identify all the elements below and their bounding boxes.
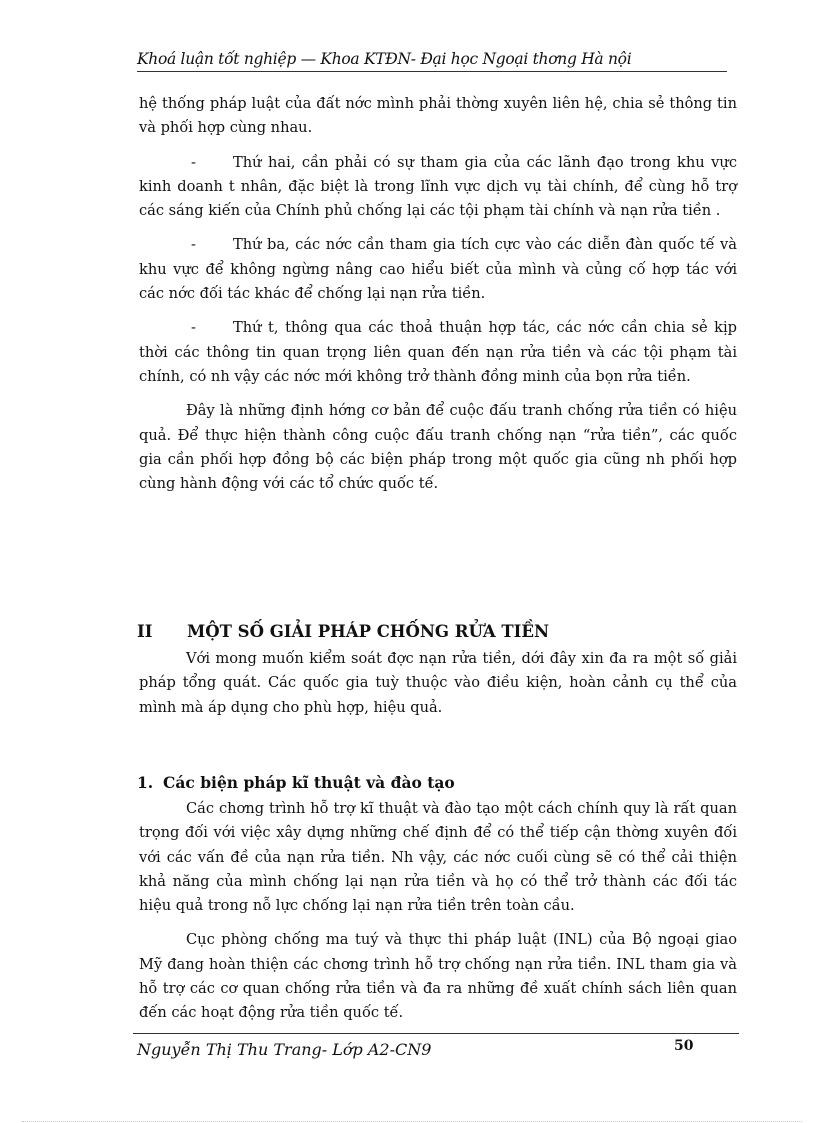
header-rule xyxy=(137,71,727,72)
paragraph-intro: hệ thống pháp luật của đất nớc mình phải thờng xuyên liên hệ, chia sẻ thông tin và phối hợp cùng nhau. xyxy=(139,95,737,137)
subsection-heading xyxy=(137,773,455,792)
section-body xyxy=(139,647,737,720)
paragraph: Cục phòng chống ma tuý và thực thi pháp luật (INL) của Bộ ngoại giao Mỹ đang hoàn thiện các chơng trình hỗ trợ chống nạn rửa tiền. INL tham gia và hỗ trợ các cơ quan chống rửa tiền và đa ra những đề xuất chính sách liên quan đến các hoạt động rửa tiền quốc tế. xyxy=(139,931,737,1022)
list-item xyxy=(139,233,737,306)
list-item-text: Thứ hai, cần phải có sự tham gia của các lãnh đạo trong khu vực kinh doanh t nhân, đặc biệt là trong lĩnh vực dịch vụ tài chính, để cùng hỗ trợ các sáng kiến của Chính phủ chống lại các tội phạm tài chính và nạn rửa tiền . xyxy=(139,153,737,220)
running-header: Khoá luận tốt nghiệp — Khoa KTĐN- Đại học Ngoại thơng Hà nội xyxy=(137,50,632,68)
subsection-title: Các biện pháp kĩ thuật và đào tạo xyxy=(163,773,455,792)
paragraph: Với mong muốn kiểm soát đợc nạn rửa tiền, dới đây xin đa ra một số giải pháp tổng quát. Các quốc gia tuỳ thuộc vào điều kiện, hoàn cảnh cụ thể của mình mà áp dụng cho phù hợp, hiệu quả. xyxy=(139,650,737,716)
dash-bullet: - xyxy=(191,236,196,254)
list-item xyxy=(139,151,737,224)
subsection-number: 1. xyxy=(137,773,154,792)
section-number: II xyxy=(137,622,153,641)
paragraph-summary: Đây là những định hớng cơ bản để cuộc đấu tranh chống rửa tiền có hiệu quả. Để thực hiện thành công cuộc đấu tranh chống nạn “rửa tiền”, các quốc gia cần phối hợp đồng bộ các biện pháp trong một quốc gia cũng nh phối hợp cùng hành động với các tổ chức quốc tế. xyxy=(139,402,737,493)
subsection-body xyxy=(139,797,737,1026)
footer-author: Nguyễn Thị Thu Trang- Lớp A2-CN9 xyxy=(137,1040,432,1059)
list-item xyxy=(139,316,737,389)
body-text xyxy=(139,92,737,496)
section-heading xyxy=(137,622,549,641)
page-number: 50 xyxy=(674,1038,694,1054)
footer-rule xyxy=(133,1033,739,1034)
dash-bullet: - xyxy=(191,153,196,171)
page-edge-dotted-line xyxy=(22,1121,802,1122)
dash-bullet: - xyxy=(191,319,196,337)
paragraph: Các chơng trình hỗ trợ kĩ thuật và đào tạo một cách chính quy là rất quan trọng đối với việc xây dựng những chế định để có thể tiếp cận thờng xuyên đối với các vấn đề của nạn rửa tiền. Nh vậy, các nớc cuối cùng sẽ có thể cải thiện khả năng của mình chống lại nạn rửa tiền và họ có thể trở thành các đối tác hiệu quả trong nỗ lực chống lại nạn rửa tiền trên toàn cầu. xyxy=(139,800,737,915)
list-item-text: Thứ t, thông qua các thoả thuận hợp tác, các nớc cần chia sẻ kịp thời các thông tin quan trọng liên quan đến nạn rửa tiền và các tội phạm tài chính, có nh vậy các nớc mới không trở thành đồng minh của bọn rửa tiền. xyxy=(139,319,737,385)
list-item-text: Thứ ba, các nớc cần tham gia tích cực vào các diễn đàn quốc tế và khu vực để không ngừng nâng cao hiểu biết của mình và củng cố hợp tác với các nớc đối tác khác để chống lại nạn rửa tiền. xyxy=(139,236,737,303)
section-title: MỘT SỐ GIẢI PHÁP CHỐNG RỬA TIỀN xyxy=(187,622,550,641)
